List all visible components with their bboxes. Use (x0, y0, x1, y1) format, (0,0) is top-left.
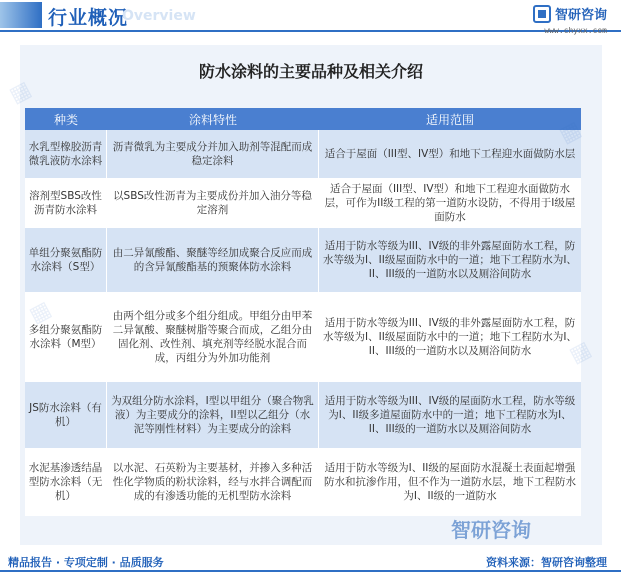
cell-feature: 沥青微乳为主要成分并加入助剂等混配而成稳定涂料 (107, 130, 319, 178)
cell-scope: 适用于防水等级为III、IV级的非外露屋面防水工程，防水等级为I、II级屋面防水中的一道；地下工程防水为I、II、III级的一道防水以及厕浴间防水 (319, 292, 581, 382)
section-title: 行业概况 (48, 7, 129, 29)
brand-url[interactable]: www.chyxx.com (544, 26, 607, 35)
brand-logo-icon (533, 5, 551, 23)
footer-slogan: 精品报告 · 专项定制 · 品质服务 (8, 556, 164, 569)
header-feature: 涂料特性 (107, 108, 319, 130)
table-row (25, 130, 581, 178)
coatings-table (25, 108, 581, 516)
cell-feature: 由二异氰酸酯、聚醚等经加成聚合反应而成的含异氰酸酯基的预聚体防水涂料 (107, 228, 319, 292)
cell-type: 多组分聚氨酯防水涂料（M型） (25, 292, 107, 382)
table-row (25, 292, 581, 382)
footer-source: 资料来源：智研咨询整理 (486, 556, 607, 569)
cell-type: JS防水涂料（有机） (25, 382, 107, 448)
cell-feature: 为双组分防水涂料，I型以甲组分（聚合物乳液）为主要成分的涂料，II型以乙组分（水泥等刚性材料）为主要成分的涂料 (107, 382, 319, 448)
cell-scope: 适用于防水等级为III、IV级的非外露屋面防水工程，防水等级为I、II级屋面防水中的一道；地下工程防水为I、II、III级的一道防水以及厕浴间防水 (319, 228, 581, 292)
table-row (25, 448, 581, 516)
cell-type: 单组分聚氨酯防水涂料（S型） (25, 228, 107, 292)
card-title: 防水涂料的主要品种及相关介绍 (198, 62, 423, 81)
header-scope: 适用范围 (319, 108, 581, 130)
header-divider (0, 30, 621, 32)
cell-type: 溶剂型SBS改性沥青防水涂料 (25, 178, 107, 228)
brand-watermark: 智研咨询 (451, 518, 531, 542)
table-header-row (25, 108, 581, 130)
page-header (0, 0, 621, 32)
cell-scope: 适用于防水等级为III、IV级的屋面防水工程，防水等级为I、II级多道屋面防水中的一道；地下工程防水为I、II、III级的一道防水以及厕浴间防水 (319, 382, 581, 448)
table-row (25, 228, 581, 292)
cell-feature: 以SBS改性沥青为主要成份并加入油分等稳定溶剂 (107, 178, 319, 228)
brand-name: 智研咨询 (554, 8, 607, 23)
table-row (25, 382, 581, 448)
header-accent-bar (0, 2, 42, 28)
section-subtitle-en: Overview (122, 8, 196, 24)
brand-logo-block[interactable] (533, 4, 607, 23)
cell-feature: 由两个组分或多个组分组成。甲组分由甲苯二异氰酸、聚醚树脂等聚合而成，乙组分由固化剂、改性剂、填充剂等经脱水混合而成，丙组分为外加功能剂 (107, 292, 319, 382)
cell-scope: 适合于屋面（III型、IV型）和地下工程迎水面做防水层，可作为II级工程的第一道防水设防，不得用于I级屋面防水 (319, 178, 581, 228)
header-type: 种类 (25, 108, 107, 130)
cell-feature: 以水泥、石英粉为主要基材，并掺入多种活性化学物质的粉状涂料，经与水拌合调配而成的有渗透功能的无机型防水涂料 (107, 448, 319, 516)
cell-scope: 适用于防水等级为I、II级的屋面防水混凝土表面起增强防水和抗渗作用，但不作为一道防水层，地下工程防水为I、II级的一道防水 (319, 448, 581, 516)
cell-type: 水泥基渗透结晶型防水涂料（无机） (25, 448, 107, 516)
cell-scope: 适合于屋面（III型、IV型）和地下工程迎水面做防水层 (319, 130, 581, 178)
table-row (25, 178, 581, 228)
cell-type: 水乳型橡胶沥青微乳液防水涂料 (25, 130, 107, 178)
page-footer (0, 550, 621, 572)
